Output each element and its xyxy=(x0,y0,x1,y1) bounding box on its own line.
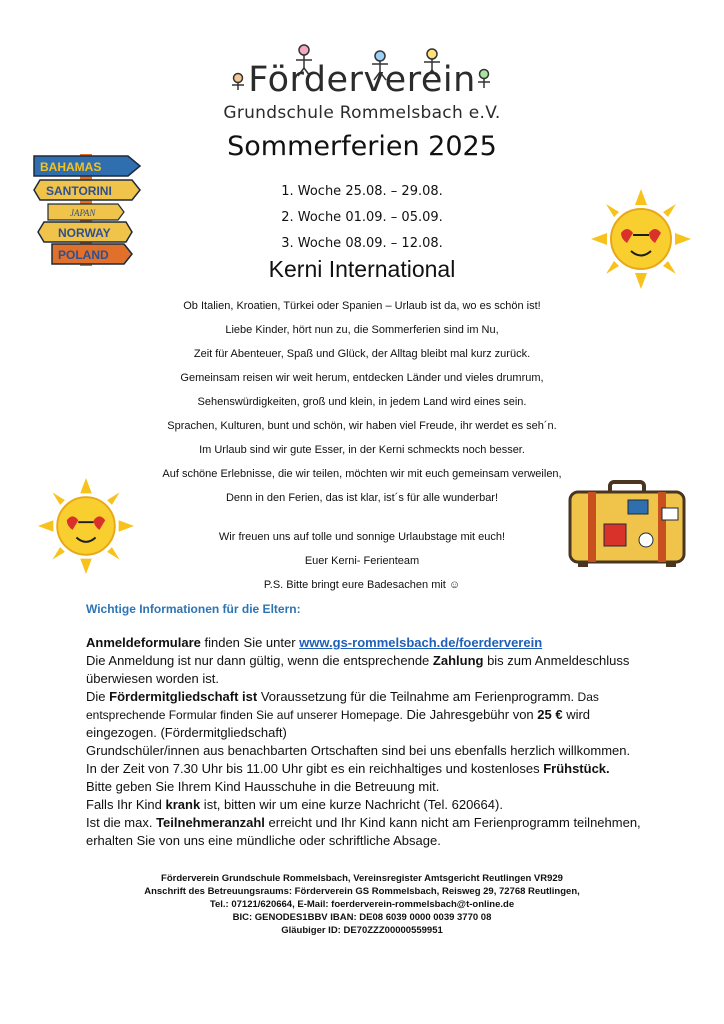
logo-subtitle: Grundschule Rommelsbach e.V. xyxy=(223,103,501,123)
info-text: Die Jahresgebühr von xyxy=(402,707,538,722)
info-text: bis zum Anmeldeschluss überwiesen worden ist. xyxy=(86,653,630,686)
poem-line: Denn in den Ferien, das ist klar, ist´s für alle wunderbar! xyxy=(225,492,499,504)
closing-text xyxy=(0,525,724,597)
info-slippers: Bitte geben Sie Ihrem Kind Hausschuhe in die Betreuung mit. xyxy=(86,779,440,794)
poem-line: Liebe Kinder, hört nun zu, die Sommerferien sind im Nu, xyxy=(225,324,499,336)
footer-line: Förderverein Grundschule Rommelsbach, Vereinsregister Amtsgericht Reutlingen VR929 xyxy=(161,873,563,884)
footer-line: BIC: GENODES1BBV IBAN: DE08 6039 0000 0039 3770 08 xyxy=(232,912,492,923)
sign-bahamas: BAHAMAS xyxy=(40,160,102,174)
info-text: wird eingezogen. (Fördermitgliedschaft) xyxy=(86,707,591,740)
footer xyxy=(0,872,724,937)
sign-japan: JAPAN xyxy=(70,208,96,218)
membership-fee: 25 € xyxy=(537,707,563,722)
logo-title: Förderverein xyxy=(248,60,476,100)
footer-line: Tel.: 07121/620664, E-Mail: foerderverein-rommelsbach@t-online.de xyxy=(209,899,515,910)
poem xyxy=(0,294,724,510)
info-capacity xyxy=(86,814,646,850)
page-title: Sommerferien 2025 xyxy=(227,131,497,162)
info-bold: Frühstück. xyxy=(543,761,610,776)
poem-line: Sprachen, Kulturen, bunt und schön, wir haben viel Freude, ihr werdet es seh´n. xyxy=(167,420,557,432)
poem-line: Zeit für Abenteuer, Spaß und Glück, der Alltag bleibt mal kurz zurück. xyxy=(193,348,531,360)
info-membership xyxy=(86,688,646,742)
info-text: Die xyxy=(86,689,110,704)
info-bold: Teilnehmeranzahl xyxy=(156,815,265,830)
info-payment xyxy=(86,652,646,688)
week-item: 1. Woche 25.08. – 29.08. xyxy=(281,184,443,199)
sign-norway: NORWAY xyxy=(58,226,111,240)
sign-santorini: SANTORINI xyxy=(46,184,112,198)
poem-line: Im Urlaub sind wir gute Esser, in der Kerni schmeckts noch besser. xyxy=(199,444,525,456)
info-text: Ist die max. xyxy=(86,815,157,830)
info-bold: Anmeldeformulare xyxy=(86,635,201,650)
info-text: Voraussetzung für die Teilnahme am Ferienprogramm. xyxy=(257,689,575,704)
info-bold: krank xyxy=(165,797,201,812)
info-text: In der Zeit von 7.30 Uhr bis 11.00 Uhr gibt es ein reichhaltiges und kostenloses xyxy=(86,761,544,776)
week-item: 2. Woche 01.09. – 05.09. xyxy=(281,210,443,225)
week-item: 3. Woche 08.09. – 12.08. xyxy=(281,236,443,251)
registration-link[interactable]: www.gs-rommelsbach.de/foerderverein xyxy=(299,635,543,650)
program-title: Kerni International xyxy=(268,256,456,282)
info-sick xyxy=(86,796,646,814)
info-breakfast xyxy=(86,760,646,778)
poem-line: Auf schöne Erlebnisse, die wir teilen, möchten wir mit euch gemeinsam verweilen, xyxy=(162,468,562,480)
info-bold: Fördermitgliedschaft ist xyxy=(109,689,258,704)
poem-line: Ob Italien, Kroatien, Türkei oder Spanien – Urlaub ist da, wo es schön ist! xyxy=(183,300,541,312)
footer-line: Anschrift des Betreuungsraums: Förderverein GS Rommelsbach, Reisweg 29, 72768 Reutlingen, xyxy=(144,886,580,897)
poem-line: Gemeinsam reisen wir weit herum, entdecken Länder und vieles drumrum, xyxy=(180,372,544,384)
parent-info xyxy=(86,634,646,850)
info-registration xyxy=(86,634,646,652)
sign-poland: POLAND xyxy=(58,248,109,262)
info-text: Falls Ihr Kind xyxy=(86,797,166,812)
info-heading: Wichtige Informationen für die Eltern: xyxy=(86,602,301,616)
info-text: Die Anmeldung ist nur dann gültig, wenn die entsprechende xyxy=(86,653,433,668)
info-text: ist, bitten wir um eine kurze Nachricht (Tel. 620664). xyxy=(200,797,503,812)
closing-line: Wir freuen uns auf tolle und sonnige Urlaubstage mit euch! xyxy=(218,531,506,543)
info-bold: Zahlung xyxy=(432,653,484,668)
poem-line: Sehenswürdigkeiten, groß und klein, in jedem Land wird eines sein. xyxy=(197,396,527,408)
closing-ps: P.S. Bitte bringt eure Badesachen mit ☺ xyxy=(263,579,461,591)
signpost-icon xyxy=(32,150,144,268)
info-text: Das entsprechende Formular finden Sie auf unserer Homepage. xyxy=(86,690,599,722)
closing-signature: Euer Kerni- Ferienteam xyxy=(304,555,420,567)
footer-line: Gläubiger ID: DE70ZZZ00000559951 xyxy=(281,925,443,936)
info-text: erreicht und Ihr Kind kann nicht am Ferienprogramm teilnehmen, erhalten Sie von uns eine mündliche oder schriftliche Absage. xyxy=(86,815,641,848)
info-neighbors: Grundschüler/innen aus benachbarten Ortschaften sind bei uns ebenfalls herzlich willkommen. xyxy=(86,743,631,758)
info-text: finden Sie unter xyxy=(200,635,300,650)
